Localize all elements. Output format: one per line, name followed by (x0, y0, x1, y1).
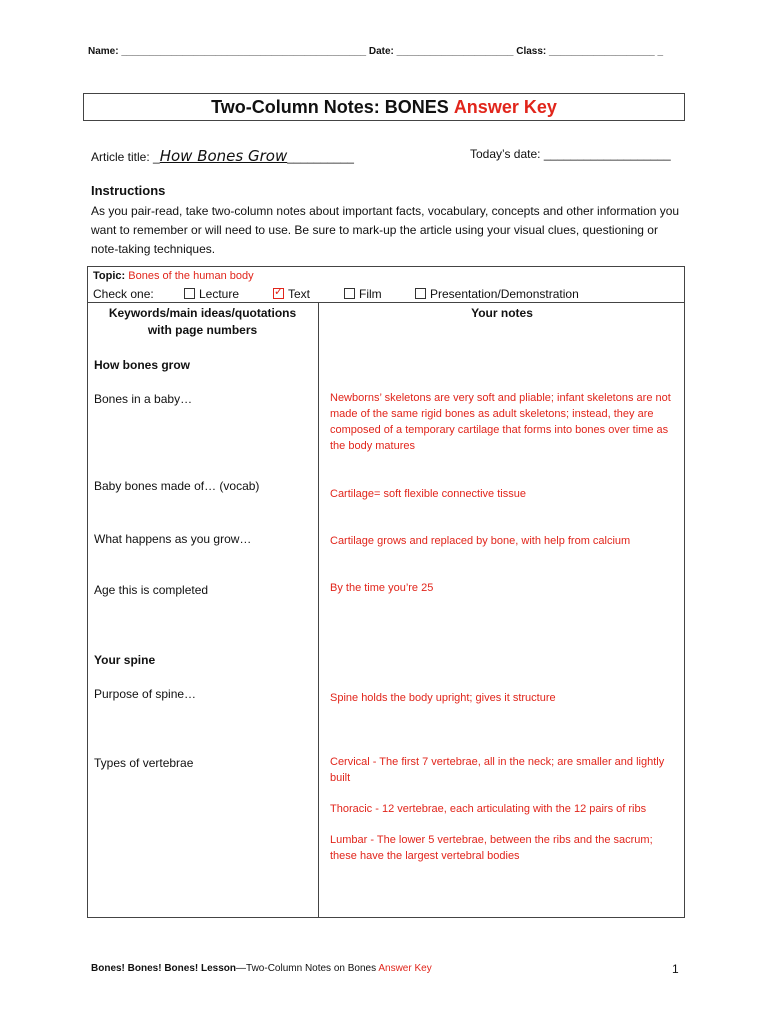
page-footer (91, 963, 432, 974)
label-purpose-of-spine: Purpose of spine… (94, 687, 197, 701)
footer-subtitle: Two-Column Notes on Bones (246, 963, 377, 974)
note-age-25[interactable]: By the time you’re 25 (330, 582, 434, 594)
article-title-trail-blank: __________ (287, 150, 354, 164)
topic-row (93, 270, 254, 282)
check-one-label: Check one: (93, 287, 154, 301)
option-lecture[interactable] (184, 287, 239, 301)
option-presentation-label: Presentation/Demonstration (430, 287, 579, 301)
column-divider (318, 303, 319, 918)
footer-lesson: Bones! Bones! Bones! Lesson (91, 963, 237, 974)
class-blank[interactable]: ___________________ _ (549, 46, 664, 57)
option-presentation[interactable] (415, 287, 579, 301)
footer-answer-key: Answer Key (378, 963, 432, 974)
article-title-row (91, 147, 354, 165)
option-text[interactable] (273, 287, 310, 301)
table-header-divider (87, 302, 685, 303)
lecture-checkbox[interactable] (184, 288, 195, 299)
label-baby-bones-made-of: Baby bones made of… (vocab) (94, 479, 260, 493)
note-lumbar[interactable]: Lumbar - The lower 5 vertebrae, between the ribs and the sacrum; these have the largest vertebral bodies (330, 834, 653, 862)
notes-column-header: Your notes (471, 306, 533, 320)
todays-date-blank[interactable]: ___________________ (543, 147, 671, 161)
article-title-label: Article title: (91, 150, 150, 164)
option-lecture-label: Lecture (199, 287, 240, 301)
keywords-header-line1: Keywords/main ideas/quotations (108, 306, 297, 320)
instructions-body: As you pair-read, take two-column notes about important facts, vocabulary, concepts and other information you want to remember or will need to use. Be sure to mark-up the article using your visual clues, questioning or note-taking techniques. (91, 204, 680, 256)
date-label: Date: (368, 46, 394, 57)
article-title-lead-blank: _ (153, 150, 160, 164)
worksheet-title (83, 93, 685, 121)
page-number: 1 (672, 962, 679, 976)
note-cartilage-vocab[interactable]: Cartilage= soft flexible connective tissue (330, 488, 526, 500)
title-answer-key: Answer Key (453, 96, 557, 117)
topic-label: Topic: (93, 270, 126, 282)
presentation-checkbox[interactable] (415, 288, 426, 299)
name-label: Name: (88, 46, 119, 57)
title-main: Two-Column Notes: BONES (211, 96, 449, 117)
keywords-column-header (87, 305, 318, 339)
topic-value[interactable]: Bones of the human body (128, 270, 254, 282)
note-bones-in-baby[interactable]: Newborns’ skeletons are very soft and pliable; infant skeletons are not made of the same rigid bones as adult skeletons; instead, they are composed of a temporary cartilage that forms into bones over time as the body matures (330, 392, 671, 452)
todays-date-label: Today’s date: (470, 147, 541, 161)
option-film[interactable] (344, 287, 382, 301)
note-thoracic[interactable]: Thoracic - 12 vertebrae, each articulating with the 12 pairs of ribs (330, 803, 647, 815)
instructions-heading: Instructions (91, 183, 166, 198)
footer-dash: — (236, 963, 247, 974)
class-label: Class: (516, 46, 547, 57)
student-info-line (88, 46, 663, 57)
note-spine-purpose[interactable]: Spine holds the body upright; gives it structure (330, 692, 556, 704)
label-what-happens: What happens as you grow… (94, 532, 252, 546)
film-checkbox[interactable] (344, 288, 355, 299)
label-age-completed: Age this is completed (94, 583, 209, 597)
note-cartilage-replaced[interactable]: Cartilage grows and replaced by bone, with help from calcium (330, 535, 631, 547)
label-bones-in-baby: Bones in a baby… (94, 392, 193, 406)
date-blank[interactable]: _____________________ (396, 46, 514, 57)
article-title-value[interactable]: How Bones Grow (159, 147, 288, 165)
label-types-of-vertebrae: Types of vertebrae (94, 756, 194, 770)
keywords-header-line2: with page numbers (147, 323, 258, 337)
text-checkbox-checked[interactable] (273, 288, 284, 299)
option-text-label: Text (288, 287, 311, 301)
section-how-bones-grow: How bones grow (94, 358, 190, 372)
note-cervical[interactable]: Cervical - The first 7 vertebrae, all in the neck; are smaller and lightly built (330, 756, 665, 784)
name-blank[interactable]: ____________________________________________ (121, 46, 367, 57)
option-film-label: Film (359, 287, 382, 301)
todays-date-row (470, 147, 671, 161)
section-your-spine: Your spine (94, 653, 156, 667)
